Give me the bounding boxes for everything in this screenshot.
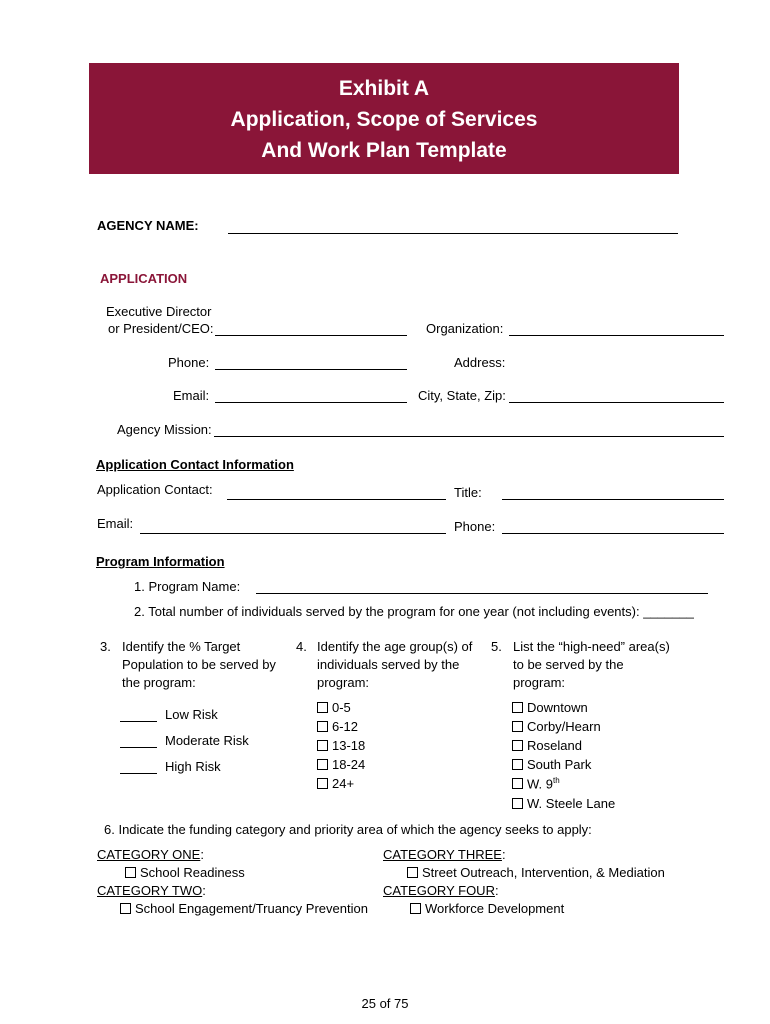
category-three-colon: :	[501, 847, 506, 862]
phone-field[interactable]	[215, 369, 407, 370]
application-contact-label: Application Contact:	[97, 482, 213, 497]
area-w-9th-label: W. 9	[527, 776, 554, 792]
agency-name-label: AGENCY NAME:	[97, 218, 199, 233]
area-south-park-label: South Park	[527, 757, 592, 772]
area-downtown-option[interactable]	[512, 700, 588, 715]
checkbox-icon[interactable]	[512, 721, 523, 732]
checkbox-icon[interactable]	[317, 740, 328, 751]
agency-name-field[interactable]	[228, 233, 678, 234]
agency-mission-field[interactable]	[214, 436, 724, 437]
category-one-heading	[97, 847, 204, 862]
age-0-5-option[interactable]	[317, 700, 351, 715]
title-field[interactable]	[502, 499, 724, 500]
category-three-text: CATEGORY THREE	[383, 847, 502, 862]
area-w-9th-option[interactable]	[512, 776, 560, 791]
q4-line-1: Identify the age group(s) of	[317, 639, 473, 654]
q4-line-2: individuals served by the	[317, 657, 460, 672]
moderate-risk-field[interactable]	[120, 747, 157, 748]
total-individuals-label: 2. Total number of individuals served by the program for one year (not including events): _______	[134, 604, 694, 619]
category-two-text: CATEGORY TWO	[97, 883, 203, 898]
school-engagement-option[interactable]	[120, 901, 368, 916]
checkbox-icon[interactable]	[512, 702, 523, 713]
area-roseland-label: Roseland	[527, 738, 582, 753]
q3-line-1: Identify the % Target	[122, 639, 241, 654]
checkbox-icon[interactable]	[120, 903, 131, 914]
age-6-12-option[interactable]	[317, 719, 358, 734]
age-6-12-label: 6-12	[332, 719, 359, 734]
title-line-3: And Work Plan Template	[261, 139, 507, 162]
street-outreach-option[interactable]	[407, 865, 665, 880]
checkbox-icon[interactable]	[410, 903, 421, 914]
title-line-1: Exhibit A	[338, 77, 430, 100]
contact-info-heading: Application Contact Information	[96, 457, 294, 472]
exec-director-label: Executive Director	[106, 304, 212, 319]
page-number: 25 of 75	[361, 996, 409, 1011]
category-four-heading	[383, 883, 499, 898]
area-w-9th-superscript: th	[553, 776, 560, 785]
q4-question	[317, 638, 487, 692]
age-18-24-label: 18-24	[332, 757, 366, 772]
category-one-colon: :	[200, 847, 204, 862]
low-risk-field[interactable]	[120, 721, 157, 722]
contact-email-field[interactable]	[140, 533, 446, 534]
application-heading: APPLICATION	[100, 271, 188, 286]
area-corby-hearn-option[interactable]	[512, 719, 601, 734]
program-name-field[interactable]	[256, 593, 708, 594]
title-line-2: Application, Scope of Services	[230, 108, 538, 131]
category-four-colon: :	[494, 883, 499, 898]
checkbox-icon[interactable]	[317, 721, 328, 732]
workforce-development-option[interactable]	[410, 901, 564, 916]
area-w-steele-lane-option[interactable]	[512, 796, 615, 811]
application-contact-field[interactable]	[227, 499, 446, 500]
category-two-heading	[97, 883, 206, 898]
checkbox-icon[interactable]	[512, 798, 523, 809]
age-13-18-option[interactable]	[317, 738, 365, 753]
checkbox-icon[interactable]	[512, 740, 523, 751]
area-corby-hearn-label: Corby/Hearn	[527, 719, 601, 734]
q5-line-1: List the “high-need” area(s)	[513, 639, 670, 654]
contact-email-label: Email:	[97, 516, 134, 531]
q5-question	[513, 638, 683, 692]
age-13-18-label: 13-18	[332, 738, 366, 753]
q3-question	[122, 638, 292, 692]
q3-line-3: the program:	[122, 675, 196, 690]
checkbox-icon[interactable]	[317, 759, 328, 770]
city-state-zip-field[interactable]	[509, 402, 724, 403]
age-24-plus-label: 24+	[332, 776, 355, 791]
checkbox-icon[interactable]	[512, 759, 523, 770]
checkbox-icon[interactable]	[317, 702, 328, 713]
school-engagement-label: School Engagement/Truancy Prevention	[135, 901, 368, 916]
school-readiness-option[interactable]	[125, 865, 245, 880]
school-readiness-label: School Readiness	[140, 865, 245, 880]
checkbox-icon[interactable]	[125, 867, 136, 878]
category-two-colon: :	[202, 883, 206, 898]
low-risk-label: Low Risk	[165, 707, 218, 722]
q3-number: 3.	[100, 639, 111, 654]
contact-phone-field[interactable]	[502, 533, 724, 534]
funding-category-label: 6. Indicate the funding category and priority area of which the agency seeks to apply:	[104, 822, 592, 837]
moderate-risk-label: Moderate Risk	[165, 733, 249, 748]
email-field[interactable]	[215, 402, 407, 403]
q3-line-2: Population to be served by	[122, 657, 276, 672]
age-0-5-label: 0-5	[332, 700, 351, 715]
city-state-zip-label: City, State, Zip:	[418, 388, 506, 403]
organization-field[interactable]	[509, 335, 724, 336]
organization-label: Organization:	[426, 321, 504, 336]
title-banner	[89, 63, 679, 174]
q4-number: 4.	[296, 639, 307, 654]
category-three-heading	[383, 847, 506, 862]
q5-line-2: to be served by the	[513, 657, 624, 672]
q5-line-3: program:	[513, 675, 566, 690]
email-label: Email:	[173, 388, 210, 403]
q5-number: 5.	[491, 639, 502, 654]
checkbox-icon[interactable]	[407, 867, 418, 878]
checkbox-icon[interactable]	[317, 778, 328, 789]
workforce-development-label: Workforce Development	[425, 901, 565, 916]
title-label: Title:	[454, 485, 482, 500]
program-name-label: 1. Program Name:	[134, 579, 241, 594]
address-label: Address:	[454, 355, 506, 370]
agency-mission-label: Agency Mission:	[117, 422, 212, 437]
high-risk-field[interactable]	[120, 773, 157, 774]
street-outreach-label: Street Outreach, Intervention, & Mediation	[422, 865, 665, 880]
area-roseland-option[interactable]	[512, 738, 582, 753]
executive-director-field[interactable]	[215, 335, 407, 336]
area-downtown-label: Downtown	[527, 700, 588, 715]
high-risk-label: High Risk	[165, 759, 221, 774]
contact-phone-label: Phone:	[454, 519, 496, 534]
age-18-24-option[interactable]	[317, 757, 365, 772]
area-south-park-option[interactable]	[512, 757, 591, 772]
category-four-text: CATEGORY FOUR	[383, 883, 495, 898]
q4-line-3: program:	[317, 675, 370, 690]
phone-label: Phone:	[168, 355, 210, 370]
president-ceo-label: or President/CEO:	[108, 321, 214, 336]
category-one-text: CATEGORY ONE	[97, 847, 201, 862]
area-w-steele-lane-label: W. Steele Lane	[527, 796, 616, 811]
checkbox-icon[interactable]	[512, 778, 523, 789]
age-24-plus-option[interactable]	[317, 776, 354, 791]
program-info-heading: Program Information	[96, 554, 225, 569]
